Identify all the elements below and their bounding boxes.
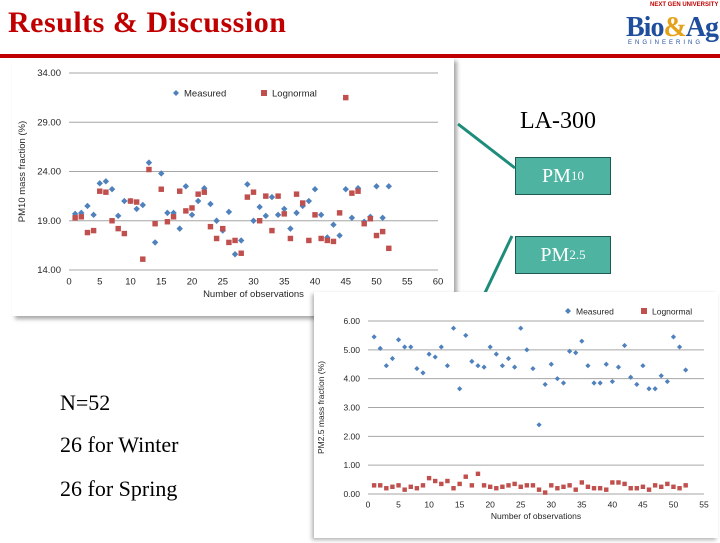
measured-point: [598, 380, 603, 385]
x-tick-label: 15: [454, 499, 465, 510]
measured-point: [506, 356, 511, 361]
lognormal-point: [653, 483, 657, 487]
lognormal-point: [525, 483, 529, 487]
measured-point: [530, 366, 535, 371]
lognormal-point: [561, 485, 565, 489]
measured-point: [634, 382, 639, 387]
y-tick-label: 3.00: [343, 402, 360, 413]
lognormal-point: [445, 479, 449, 483]
lognormal-point: [592, 486, 596, 490]
y-tick-label: 6.00: [343, 316, 360, 326]
measured-point: [671, 334, 676, 339]
x-tick-label: 60: [432, 276, 444, 288]
measured-point: [591, 380, 596, 385]
legend-marker: [641, 308, 647, 314]
lognormal-point: [378, 483, 382, 487]
note-sample-size: N=52: [60, 390, 111, 415]
lognormal-point: [494, 486, 498, 490]
lognormal-point: [549, 483, 553, 487]
lognormal-point: [396, 483, 400, 487]
x-tick-label: 20: [485, 499, 495, 510]
y-tick-label: 19.00: [37, 215, 61, 227]
legend-label: Lognormal: [652, 306, 693, 317]
measured-point: [402, 344, 407, 349]
pm25-chart: [314, 292, 718, 538]
measured-point: [439, 344, 444, 349]
y-tick-label: 5.00: [343, 344, 360, 355]
y-tick-label: 4.00: [343, 373, 360, 384]
measured-point: [414, 366, 419, 371]
measured-point: [579, 339, 584, 344]
measured-point: [390, 356, 395, 361]
lognormal-point: [409, 485, 413, 489]
x-tick-label: 10: [424, 499, 434, 510]
lognormal-point: [683, 483, 687, 487]
measured-point: [518, 326, 523, 331]
lognormal-point: [616, 480, 620, 484]
measured-point: [543, 382, 548, 387]
lognormal-point: [439, 482, 443, 486]
measured-point: [659, 373, 664, 378]
measured-point: [536, 422, 541, 427]
lognormal-point: [567, 483, 571, 487]
lognormal-point: [415, 486, 419, 490]
lognormal-point: [531, 483, 535, 487]
measured-point: [549, 362, 554, 367]
x-tick-label: 0: [66, 276, 72, 288]
measured-point: [372, 334, 377, 339]
x-tick-label: 5: [97, 276, 103, 288]
lognormal-point: [451, 486, 455, 490]
lognormal-point: [598, 486, 602, 490]
x-tick-label: 50: [668, 499, 679, 510]
measured-point: [555, 376, 560, 381]
lognormal-point: [665, 482, 669, 486]
measured-point: [426, 352, 431, 357]
x-tick-label: 35: [278, 276, 290, 288]
legend-marker: [565, 308, 571, 314]
lognormal-point: [628, 486, 632, 490]
measured-point: [396, 337, 401, 342]
measured-point: [475, 363, 480, 368]
x-tick-label: 40: [607, 499, 618, 510]
measured-point: [524, 347, 529, 352]
logo-name-amp: &: [663, 12, 686, 43]
lognormal-point: [604, 487, 608, 491]
y-tick-label: 1.00: [343, 460, 360, 471]
measured-point: [512, 365, 517, 370]
measured-point: [573, 350, 578, 355]
lognormal-point: [500, 485, 504, 489]
lognormal-point: [433, 479, 437, 483]
measured-point: [677, 344, 682, 349]
lognormal-point: [573, 487, 577, 491]
lognormal-point: [476, 472, 480, 476]
lognormal-point: [402, 487, 406, 491]
x-tick-label: 25: [515, 499, 526, 510]
measured-point: [451, 326, 456, 331]
measured-point: [610, 379, 615, 384]
logo-subtitle: ENGINEERING: [628, 40, 704, 46]
lognormal-point: [586, 485, 590, 489]
legend-label: Measured: [184, 88, 227, 100]
measured-point: [500, 363, 505, 368]
measured-point: [384, 363, 389, 368]
x-tick-label: 30: [248, 276, 259, 288]
lognormal-point: [372, 483, 376, 487]
lognormal-point: [421, 483, 425, 487]
lognormal-point: [635, 486, 639, 490]
logo-name-bio: Bio: [626, 12, 664, 43]
measured-point: [494, 352, 499, 357]
measured-point: [646, 386, 651, 391]
legend-entry: [641, 307, 692, 317]
lognormal-point: [659, 485, 663, 489]
note-winter: 26 for Winter: [60, 432, 179, 457]
measured-point: [604, 362, 609, 367]
measured-point: [585, 363, 590, 368]
legend-entry: [565, 307, 614, 317]
measured-point: [561, 380, 566, 385]
lognormal-point: [519, 485, 523, 489]
logo-name-ag: Ag: [685, 12, 719, 43]
lognormal-point: [610, 480, 614, 484]
measured-point: [616, 365, 621, 370]
measured-point: [463, 333, 468, 338]
y-tick-label: 0.00: [343, 489, 360, 499]
x-tick-label: 40: [309, 276, 321, 288]
measured-point: [683, 367, 688, 372]
x-tick-label: 15: [155, 276, 167, 288]
y-tick-label: 24.00: [37, 166, 61, 178]
measured-point: [653, 386, 658, 391]
x-tick-label: 55: [699, 499, 709, 510]
lognormal-point: [384, 486, 388, 490]
lognormal-point: [470, 483, 474, 487]
lognormal-point: [537, 487, 541, 491]
x-tick-label: 20: [186, 276, 198, 288]
lognormal-point: [457, 482, 461, 486]
y-axis-label: PM10 mass fraction (%): [17, 120, 28, 223]
lognormal-point: [671, 485, 675, 489]
x-tick-label: 25: [217, 276, 229, 288]
connector-pm10: [458, 124, 515, 168]
lognormal-point: [506, 483, 510, 487]
logo-tagline: NEXT GEN UNIVERSITY: [650, 2, 719, 8]
lognormal-point: [622, 482, 626, 486]
measured-point: [408, 344, 413, 349]
lognormal-point: [512, 482, 516, 486]
lognormal-point: [647, 487, 651, 491]
lognormal-point: [488, 485, 492, 489]
x-tick-label: 10: [125, 276, 136, 288]
x-tick-label: 0: [365, 499, 371, 510]
measured-point: [457, 386, 462, 391]
x-tick-label: 45: [340, 276, 352, 288]
pm10-label-sub: 10: [570, 168, 584, 183]
measured-point: [488, 344, 493, 349]
measured-point: [481, 365, 486, 370]
x-tick-label: 30: [546, 499, 557, 510]
pm25-label-sub: 2.5: [569, 247, 586, 262]
lognormal-point: [464, 474, 468, 478]
y-tick-label: 2.00: [343, 431, 360, 442]
pm25-label-main: PM: [540, 243, 570, 266]
y-axis-label: PM2.5 mass fraction (%): [316, 360, 326, 455]
x-tick-label: 35: [577, 499, 587, 510]
legend-label: Measured: [576, 306, 614, 317]
y-tick-label: 34.00: [37, 68, 61, 79]
lognormal-point: [543, 490, 547, 494]
y-tick-label: 14.00: [37, 265, 61, 276]
measured-point: [433, 354, 438, 359]
lognormal-point: [482, 483, 486, 487]
site-label: LA-300: [520, 108, 596, 134]
pm25-chart-panel: [314, 292, 718, 538]
x-tick-label: 5: [396, 499, 401, 510]
measured-point: [445, 363, 450, 368]
pm10-label-main: PM: [542, 164, 571, 187]
note-spring: 26 for Spring: [60, 476, 178, 501]
y-tick-label: 29.00: [37, 117, 61, 129]
lognormal-point: [677, 486, 681, 490]
x-tick-label: 50: [371, 276, 382, 288]
x-tick-label: 45: [638, 499, 648, 510]
measured-point: [469, 359, 474, 364]
measured-point: [640, 363, 645, 368]
lognormal-point: [555, 486, 559, 490]
x-tick-label: 55: [401, 276, 413, 288]
slide-title: Results & Discussion: [8, 6, 287, 39]
legend-label: Lognormal: [272, 88, 317, 100]
lognormal-point: [580, 480, 584, 484]
x-axis-label: Number of observations: [490, 511, 582, 521]
lognormal-point: [641, 485, 645, 489]
x-axis-label: Number of observations: [203, 289, 304, 300]
measured-point: [665, 379, 670, 384]
measured-point: [622, 343, 627, 348]
measured-point: [420, 370, 425, 375]
lognormal-point: [390, 485, 394, 489]
lognormal-point: [427, 476, 431, 480]
